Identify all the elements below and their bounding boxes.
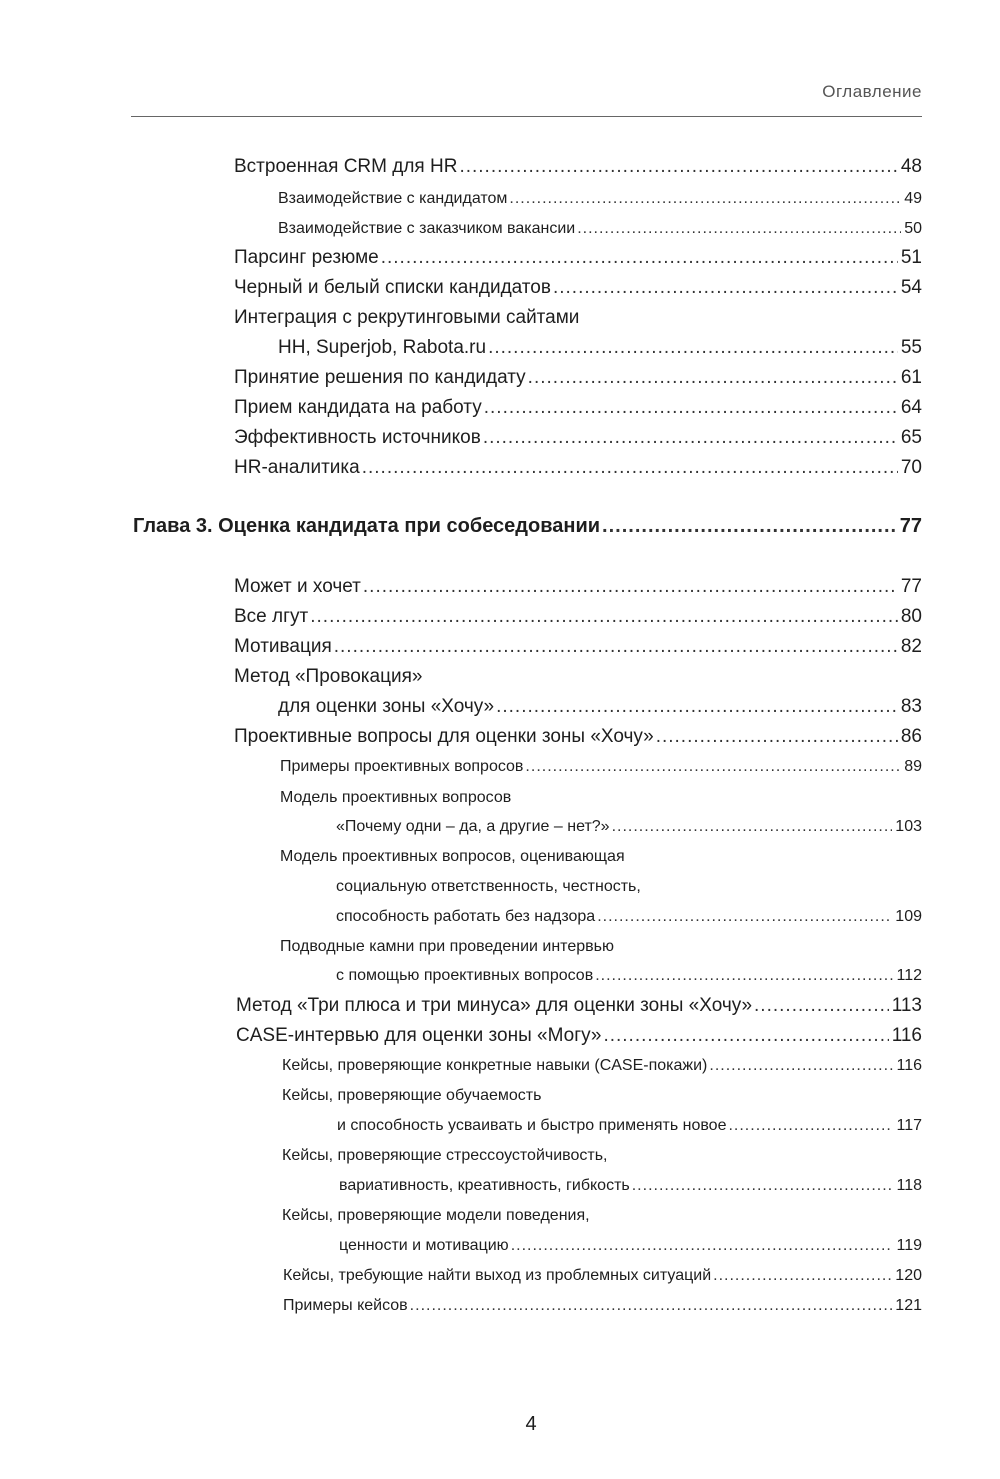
dot-leader [709,1057,893,1075]
dot-leader [577,220,901,238]
dot-leader [656,726,898,748]
toc-entry[interactable] [234,247,922,269]
toc-entry-page: 89 [904,758,922,775]
toc-entry-title: Мотивация [234,636,332,657]
toc-entry-title: Кейсы, проверяющие конкретные навыки (CASE-покажи) [282,1057,708,1074]
toc-subentry-title-line[interactable]: Подводные камни при проведении интервью [280,938,614,955]
toc-subentry[interactable] [282,1057,922,1075]
dot-leader [509,190,901,208]
dot-leader [603,1025,888,1047]
toc-entry-title: Эффективность источников [234,427,481,448]
toc-entry-title: Кейсы, требующие найти выход из проблемных ситуаций [283,1267,712,1284]
dot-leader [496,696,898,718]
dot-leader [484,397,898,419]
toc-entry-page: 109 [895,908,922,925]
toc-entry-page: 116 [896,1057,922,1074]
toc-entry-page: 61 [900,367,922,388]
toc-entry-page: 117 [896,1117,922,1134]
dot-leader [362,457,898,479]
toc-entry-title: HH, Superjob, Rabota.ru [278,337,487,358]
toc-entry[interactable] [234,367,922,389]
dot-leader [632,1177,894,1195]
toc-entry-title: Все лгут [234,606,309,627]
toc-entry-page: 70 [900,457,922,478]
toc-entry[interactable] [234,277,922,299]
toc-entry-title: Встроенная CRM для HR [234,156,458,177]
toc-entry-page: 77 [900,576,922,597]
toc-entry-title: вариативность, креативность, гибкость [339,1177,630,1194]
toc-subentry[interactable] [336,818,922,836]
toc-entry-page: 50 [904,220,922,237]
toc-entry[interactable] [234,606,922,628]
toc-entry-title: для оценки зоны «Хочу» [278,696,495,717]
toc-entry[interactable] [234,457,922,479]
toc-entry-page: 118 [896,1177,922,1194]
toc-entry-page: 112 [896,967,922,984]
toc-entry-page: 103 [895,818,922,835]
toc-subentry-title-line[interactable]: социальную ответственность, честность, [336,878,641,895]
toc-entry-page: 48 [900,156,922,177]
dot-leader [310,606,898,628]
toc-entry-page: 51 [900,247,922,268]
toc-entry-title-line[interactable]: Метод «Провокация» [234,666,423,687]
toc-subentry[interactable] [280,758,922,776]
page-number: 4 [525,1413,537,1435]
toc-subentry-title-line[interactable]: Кейсы, проверяющие стрессоустойчивость, [282,1147,608,1164]
toc-entry-title: Черный и белый списки кандидатов [234,277,551,298]
toc-subentry[interactable] [283,1267,922,1285]
dot-leader [528,367,898,389]
toc-subentry[interactable] [336,908,922,926]
dot-leader [363,576,898,598]
toc-entry[interactable] [234,397,922,419]
dot-leader [728,1117,893,1135]
header-divider [131,116,922,117]
toc-entry-title: Метод «Три плюса и три минуса» для оценки зоны «Хочу» [236,995,753,1016]
toc-entry-title: Принятие решения по кандидату [234,367,526,388]
dot-leader [334,636,898,658]
toc-entry-title: ценности и мотивацию [339,1237,509,1254]
toc-entry-title: «Почему одни – да, а другие – нет?» [336,818,610,835]
toc-entry[interactable] [234,156,922,178]
dot-leader [525,758,901,776]
toc-entry-page: 86 [900,726,922,747]
toc-entry-page: 54 [900,277,922,298]
toc-entry-title: Прием кандидата на работу [234,397,482,418]
toc-entry-title: Примеры проективных вопросов [280,758,524,775]
toc-entry[interactable] [234,576,922,598]
toc-chapter-page: 77 [899,515,922,537]
toc-subentry[interactable] [337,1117,922,1135]
dot-leader [511,1237,894,1255]
toc-entry-page: 82 [900,636,922,657]
toc-entry-title: CASE-интервью для оценки зоны «Могу» [236,1025,602,1046]
toc-entry-title: Парсинг резюме [234,247,379,268]
toc-entry-title: Взаимодействие с кандидатом [278,190,508,207]
dot-leader [713,1267,892,1285]
dot-leader [612,818,893,836]
toc-subentry-title-line[interactable]: Кейсы, проверяющие модели поведения, [282,1207,590,1224]
toc-entry[interactable] [234,427,922,449]
dot-leader [488,337,898,359]
dot-leader [754,995,889,1017]
toc-subentry[interactable] [336,967,922,985]
toc-entry-title: способность работать без надзора [336,908,596,925]
toc-entry-title-line[interactable]: Интеграция с рекрутинговыми сайтами [234,307,580,328]
toc-entry-title: Проективные вопросы для оценки зоны «Хочу» [234,726,654,747]
toc-subentry-title-line[interactable]: Модель проективных вопросов [280,789,512,806]
toc-entry[interactable] [236,995,922,1017]
toc-entry-title: с помощью проективных вопросов [336,967,594,984]
toc-subentry[interactable] [278,190,922,208]
dot-leader [602,515,897,538]
toc-entry[interactable] [278,337,922,359]
toc-chapter-heading[interactable] [133,515,922,538]
toc-entry-title: HR-аналитика [234,457,360,478]
dot-leader [597,908,892,926]
toc-entry-page: 116 [891,1025,922,1046]
toc-entry-title: и способность усваивать и быстро применять новое [337,1117,727,1134]
toc-entry-page: 121 [895,1297,922,1314]
toc-entry[interactable] [234,726,922,748]
toc-entry[interactable] [278,696,922,718]
toc-subentry[interactable] [283,1297,922,1315]
toc-entry-title: Примеры кейсов [283,1297,408,1314]
toc-entry[interactable] [234,636,922,658]
dot-leader [483,427,898,449]
toc-entry-page: 49 [904,190,922,207]
toc-entry-page: 80 [900,606,922,627]
toc-entry-page: 113 [891,995,922,1016]
toc-entry-page: 120 [895,1267,922,1284]
running-header-title: Оглавление [822,82,922,101]
dot-leader [459,156,897,178]
toc-entry-title: Может и хочет [234,576,361,597]
toc-subentry-title-line[interactable]: Модель проективных вопросов, оценивающая [280,848,625,865]
toc-entry-page: 65 [900,427,922,448]
dot-leader [553,277,898,299]
toc-subentry[interactable] [339,1177,922,1195]
dot-leader [410,1297,893,1315]
toc-subentry[interactable] [339,1237,922,1255]
toc-entry-page: 119 [896,1237,922,1254]
dot-leader [595,967,893,985]
toc-entry-title: Взаимодействие с заказчиком вакансии [278,220,576,237]
toc-entry[interactable] [236,1025,922,1047]
toc-chapter-title: Глава 3. Оценка кандидата при собеседовании [133,515,601,537]
toc-entry-page: 55 [900,337,922,358]
toc-entry-page: 64 [900,397,922,418]
toc-subentry-title-line[interactable]: Кейсы, проверяющие обучаемость [282,1087,542,1104]
toc-entry-page: 83 [900,696,922,717]
dot-leader [381,247,898,269]
toc-subentry[interactable] [278,220,922,238]
